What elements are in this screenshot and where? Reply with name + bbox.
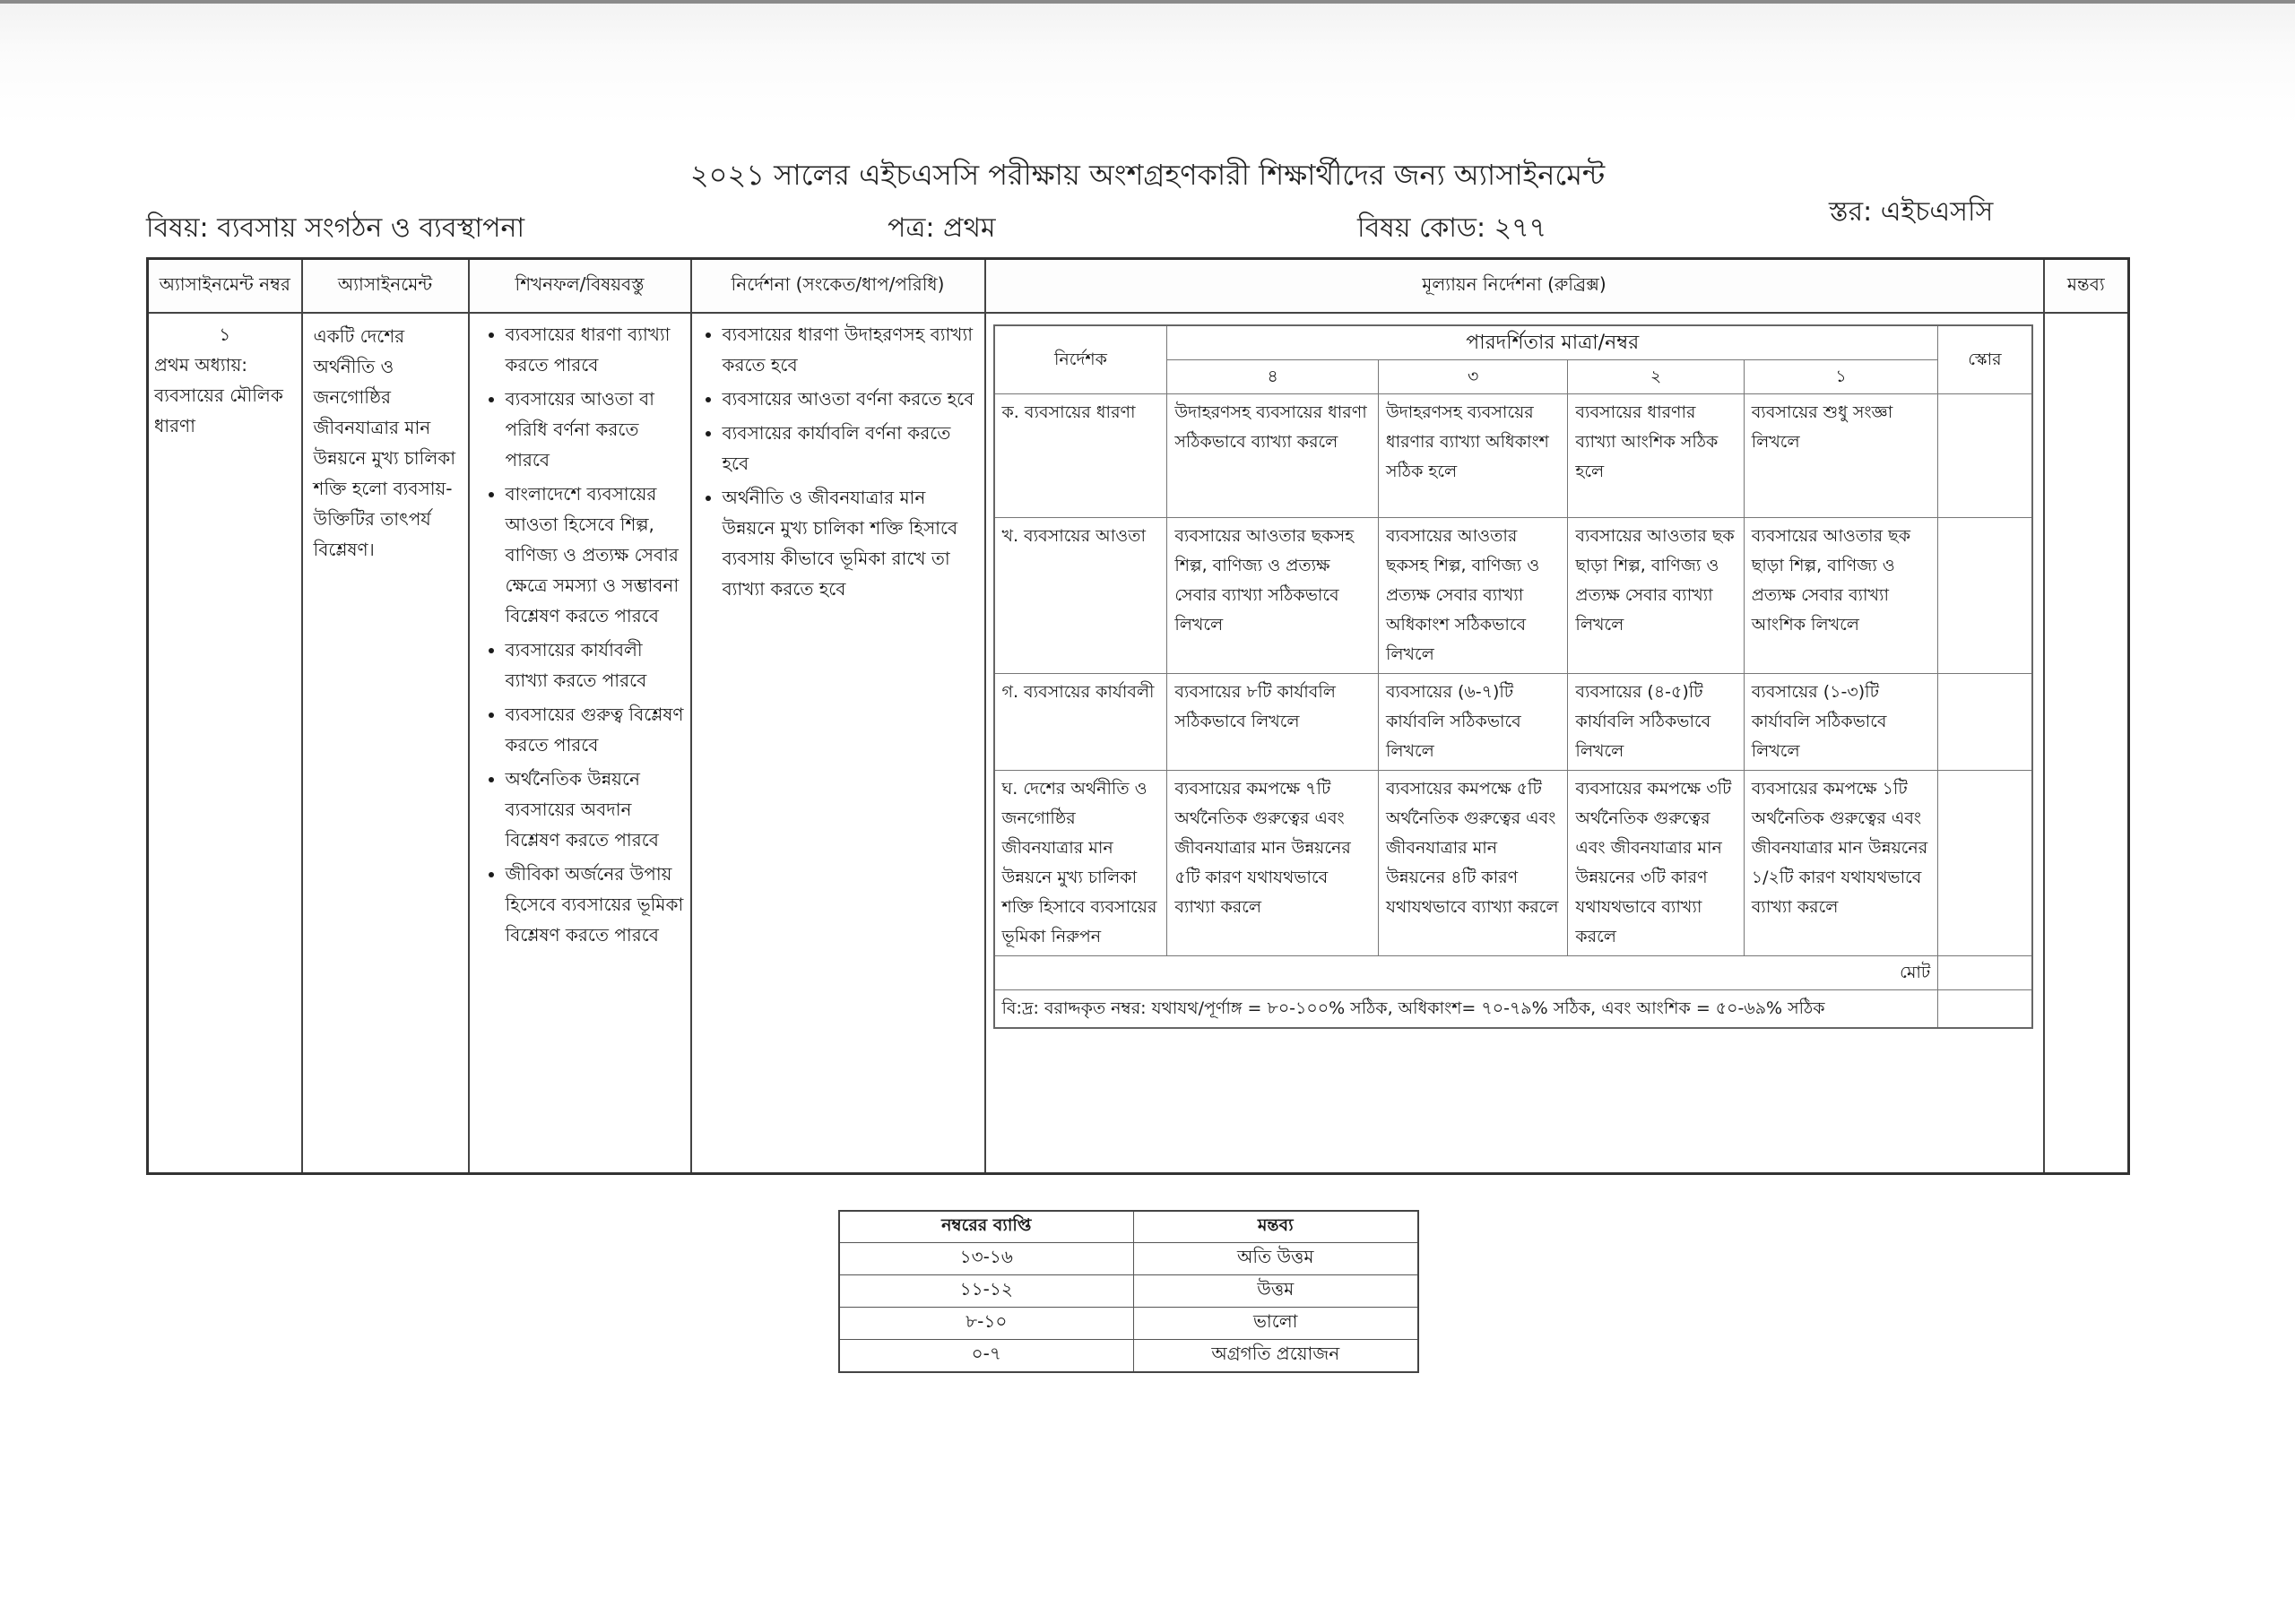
rubric-cell: ব্যবসায়ের শুধু সংজ্ঞা লিখলে — [1744, 394, 1938, 518]
page-title: ২০২১ সালের এইচএসসি পরীক্ষায় অংশগ্রহণকারী শিক্ষার্থীদের জন্য অ্যাসাইনমেন্ট — [689, 158, 1606, 192]
col-outcomes: শিখনফল/বিষয়বস্তু — [469, 259, 691, 314]
range-header: নম্বরের ব্যাপ্তি — [839, 1211, 1133, 1243]
table-row — [839, 1340, 1418, 1373]
range-value: ০-৭ — [839, 1340, 1133, 1373]
col-remarks: মন্তব্য — [2044, 259, 2129, 314]
rubric-row — [994, 394, 2032, 518]
level-1-header: ১ — [1744, 360, 1938, 394]
outcomes-cell — [469, 313, 691, 1174]
assignment-table-header — [148, 259, 2129, 314]
range-remark: ভালো — [1133, 1308, 1418, 1340]
range-value: ১৩-১৬ — [839, 1243, 1133, 1275]
rubric-table — [993, 324, 2033, 1029]
rubric-score — [1938, 771, 2032, 956]
rubric-score-header: স্কোর — [1938, 325, 2032, 394]
rubric-cell: ব্যবসায়ের আওতার ছকসহ শিল্প, বাণিজ্য ও প্রত্যক্ষ সেবার ব্যাখ্যা অধিকাংশ সঠিকভাবে লিখলে — [1378, 518, 1567, 674]
list-item: • ব্যবসায়ের গুরুত্ব বিশ্লেষণ করতে পারবে — [506, 699, 685, 760]
rubric-indicator: খ. ব্যবসায়ের আওতা — [994, 518, 1167, 674]
col-evaluation: মূল্যায়ন নির্দেশনা (রুব্রিক্স) — [985, 259, 2044, 314]
rubric-cell: ব্যবসায়ের (৬-৭)টি কার্যাবলি সঠিকভাবে লিখলে — [1378, 674, 1567, 771]
list-item: • ব্যবসায়ের কার্যাবলি বর্ণনা করতে হবে — [723, 418, 979, 479]
col-assignment-no: অ্যাসাইনমেন্ট নম্বর — [148, 259, 302, 314]
subject-label: বিষয়: ব্যবসায় সংগঠন ও ব্যবস্থাপনা — [146, 212, 525, 244]
table-row — [148, 313, 2129, 1174]
table-row — [839, 1243, 1418, 1275]
col-assignment: অ্যাসাইনমেন্ট — [302, 259, 469, 314]
list-item: • অর্থনৈতিক উন্নয়নে ব্যবসায়ের অবদান বিশ্লেষণ করতে পারবে — [506, 764, 685, 855]
list-item: • জীবিকা অর্জনের উপায় হিসেবে ব্যবসায়ের ভূমিকা বিশ্লেষণ করতে পারবে — [506, 859, 685, 950]
level-3-header: ৩ — [1378, 360, 1567, 394]
table-row — [839, 1308, 1418, 1340]
assignment-text: একটি দেশের অর্থনীতি ও জনগোষ্ঠির জীবনযাত্রার মান উন্নয়নে মুখ্য চালিকা শক্তি হলো ব্যবসায়- উক্তিটির তাৎপর্য বিশ্লেষণ। — [302, 313, 469, 1174]
range-remark-header: মন্তব্য — [1133, 1211, 1418, 1243]
list-item: • ব্যবসায়ের আওতা বর্ণনা করতে হবে — [723, 384, 979, 414]
chapter-title: প্রথম অধ্যায়: ব্যবসায়ের মৌলিক ধারণা — [154, 354, 283, 436]
rubric-cell: ব্যবসায়ের আওতার ছক ছাড়া শিল্প, বাণিজ্য ও প্রত্যক্ষ সেবার ব্যাখ্যা আংশিক লিখলে — [1744, 518, 1938, 674]
rubric-note-blank — [1938, 990, 2032, 1029]
rubric-row — [994, 518, 2032, 674]
rubric-cell: ব্যবসায়ের আওতার ছক ছাড়া শিল্প, বাণিজ্য ও প্রত্যক্ষ সেবার ব্যাখ্যা লিখলে — [1568, 518, 1744, 674]
paper-label: পত্র: প্রথম — [888, 212, 996, 244]
rubric-score — [1938, 674, 2032, 771]
assignment-number: ১ — [219, 324, 231, 345]
list-item: • বাংলাদেশে ব্যবসায়ের আওতা হিসেবে শিল্প, বাণিজ্য ও প্রত্যক্ষ সেবার ক্ষেত্রে সমস্যা ও সম্ভাবনা বিশ্লেষণ করতে পারবে — [506, 479, 685, 631]
assignment-table — [146, 257, 2130, 1175]
rubric-total-row — [994, 956, 2032, 990]
rubric-cell: ব্যবসায়ের ধারণার ব্যাখ্যা আংশিক সঠিক হলে — [1568, 394, 1744, 518]
rubric-indicator: ঘ. দেশের অর্থনীতি ও জনগোষ্ঠির জীবনযাত্রার মান উন্নয়নে মুখ্য চালিকা শক্তি হিসাবে ব্যবসায়ের ভূমিকা নিরুপন — [994, 771, 1167, 956]
range-remark: উত্তম — [1133, 1275, 1418, 1308]
list-item: • ব্যবসায়ের কার্যাবলী ব্যাখ্যা করতে পারবে — [506, 635, 685, 695]
assignment-no-cell — [148, 313, 302, 1174]
outcomes-list — [475, 319, 685, 950]
list-item: • ব্যবসায়ের আওতা বা পরিধি বর্ণনা করতে পারবে — [506, 384, 685, 475]
rubric-score — [1938, 518, 2032, 674]
table-row — [839, 1275, 1418, 1308]
col-instructions: নির্দেশনা (সংকেত/ধাপ/পরিধি) — [691, 259, 985, 314]
rubric-indicator: ক. ব্যবসায়ের ধারণা — [994, 394, 1167, 518]
rubric-cell: ব্যবসায়ের (১-৩)টি কার্যাবলি সঠিকভাবে লিখলে — [1744, 674, 1938, 771]
range-value: ১১-১২ — [839, 1275, 1133, 1308]
rubric-indicator-header: নির্দেশক — [994, 325, 1167, 394]
rubric-cell: ব্যবসায়ের কমপক্ষে ১টি অর্থনৈতিক গুরুত্বের এবং জীবনযাত্রার মান উন্নয়নের ১/২টি কারণ যথাযথভাবে ব্যাখ্যা করলে — [1744, 771, 1938, 956]
rubric-cell: ব্যবসায়ের কমপক্ষে ৫টি অর্থনৈতিক গুরুত্বের এবং জীবনযাত্রার মান উন্নয়নের ৪টি কারণ যথাযথভাবে ব্যাখ্যা করলে — [1378, 771, 1567, 956]
rubric-cell: ব্যবসায়ের কমপক্ষে ৭টি অর্থনৈতিক গুরুত্বের এবং জীবনযাত্রার মান উন্নয়নের ৫টি কারণ যথাযথভাবে ব্যাখ্যা করলে — [1167, 771, 1379, 956]
level-4-header: ৪ — [1167, 360, 1379, 394]
rubric-cell: উদাহরণসহ ব্যবসায়ের ধারণার ব্যাখ্যা অধিকাংশ সঠিক হলে — [1378, 394, 1567, 518]
remarks-cell — [2044, 313, 2129, 1174]
rubric-cell: ব্যবসায়ের আওতার ছকসহ শিল্প, বাণিজ্য ও প্রত্যক্ষ সেবার ব্যাখ্যা সঠিকভাবে লিখলে — [1167, 518, 1379, 674]
rubric-proficiency-header: পারদর্শিতার মাত্রা/নম্বর — [1167, 325, 1938, 360]
list-item: • ব্যবসায়ের ধারণা ব্যাখ্যা করতে পারবে — [506, 319, 685, 380]
instructions-list — [697, 319, 979, 604]
list-item: • ব্যবসায়ের ধারণা উদাহরণসহ ব্যাখ্যা করতে হবে — [723, 319, 979, 380]
subject-code-label: বিষয় কোড: ২৭৭ — [1357, 212, 1547, 244]
range-remark: অতি উত্তম — [1133, 1243, 1418, 1275]
rubric-note-row — [994, 990, 2032, 1029]
rubric-cell: ব্যবসায়ের কমপক্ষে ৩টি অর্থনৈতিক গুরুত্বের এবং জীবনযাত্রার মান উন্নয়নের ৩টি কারণ যথাযথভাবে ব্যাখ্যা করলে — [1568, 771, 1744, 956]
total-score — [1938, 956, 2032, 990]
rubric-row — [994, 771, 2032, 956]
instructions-cell — [691, 313, 985, 1174]
total-label: মোট — [994, 956, 1938, 990]
range-remark: অগ্রগতি প্রয়োজন — [1133, 1340, 1418, 1373]
level-label: স্তর: এইচএসসি — [1829, 196, 1994, 228]
rubric-score — [1938, 394, 2032, 518]
rubric-cell: ব্যবসায়ের ৮টি কার্যাবলি সঠিকভাবে লিখলে — [1167, 674, 1379, 771]
range-table-header — [839, 1211, 1418, 1243]
level-2-header: ২ — [1568, 360, 1744, 394]
list-item: • অর্থনীতি ও জীবনযাত্রার মান উন্নয়নে মুখ্য চালিকা শক্তি হিসাবে ব্যবসায় কীভাবে ভূমিকা রাখে তা ব্যাখ্যা করতে হবে — [723, 482, 979, 604]
rubric-header-row — [994, 325, 2032, 360]
evaluation-cell — [985, 313, 2044, 1174]
rubric-note: বি:দ্র: বরাদ্দকৃত নম্বর: যথাযথ/পূর্ণাঙ্গ = ৮০-১০০% সঠিক, অধিকাংশ= ৭০-৭৯% সঠিক, এবং আংশিক = ৫০-৬৯% সঠিক — [994, 990, 1938, 1029]
rubric-indicator: গ. ব্যবসায়ের কার্যাবলী — [994, 674, 1167, 771]
rubric-cell: উদাহরণসহ ব্যবসায়ের ধারণা সঠিকভাবে ব্যাখ্যা করলে — [1167, 394, 1379, 518]
rubric-row — [994, 674, 2032, 771]
score-range-table — [838, 1210, 1419, 1373]
rubric-cell: ব্যবসায়ের (৪-৫)টি কার্যাবলি সঠিকভাবে লিখলে — [1568, 674, 1744, 771]
range-value: ৮-১০ — [839, 1308, 1133, 1340]
